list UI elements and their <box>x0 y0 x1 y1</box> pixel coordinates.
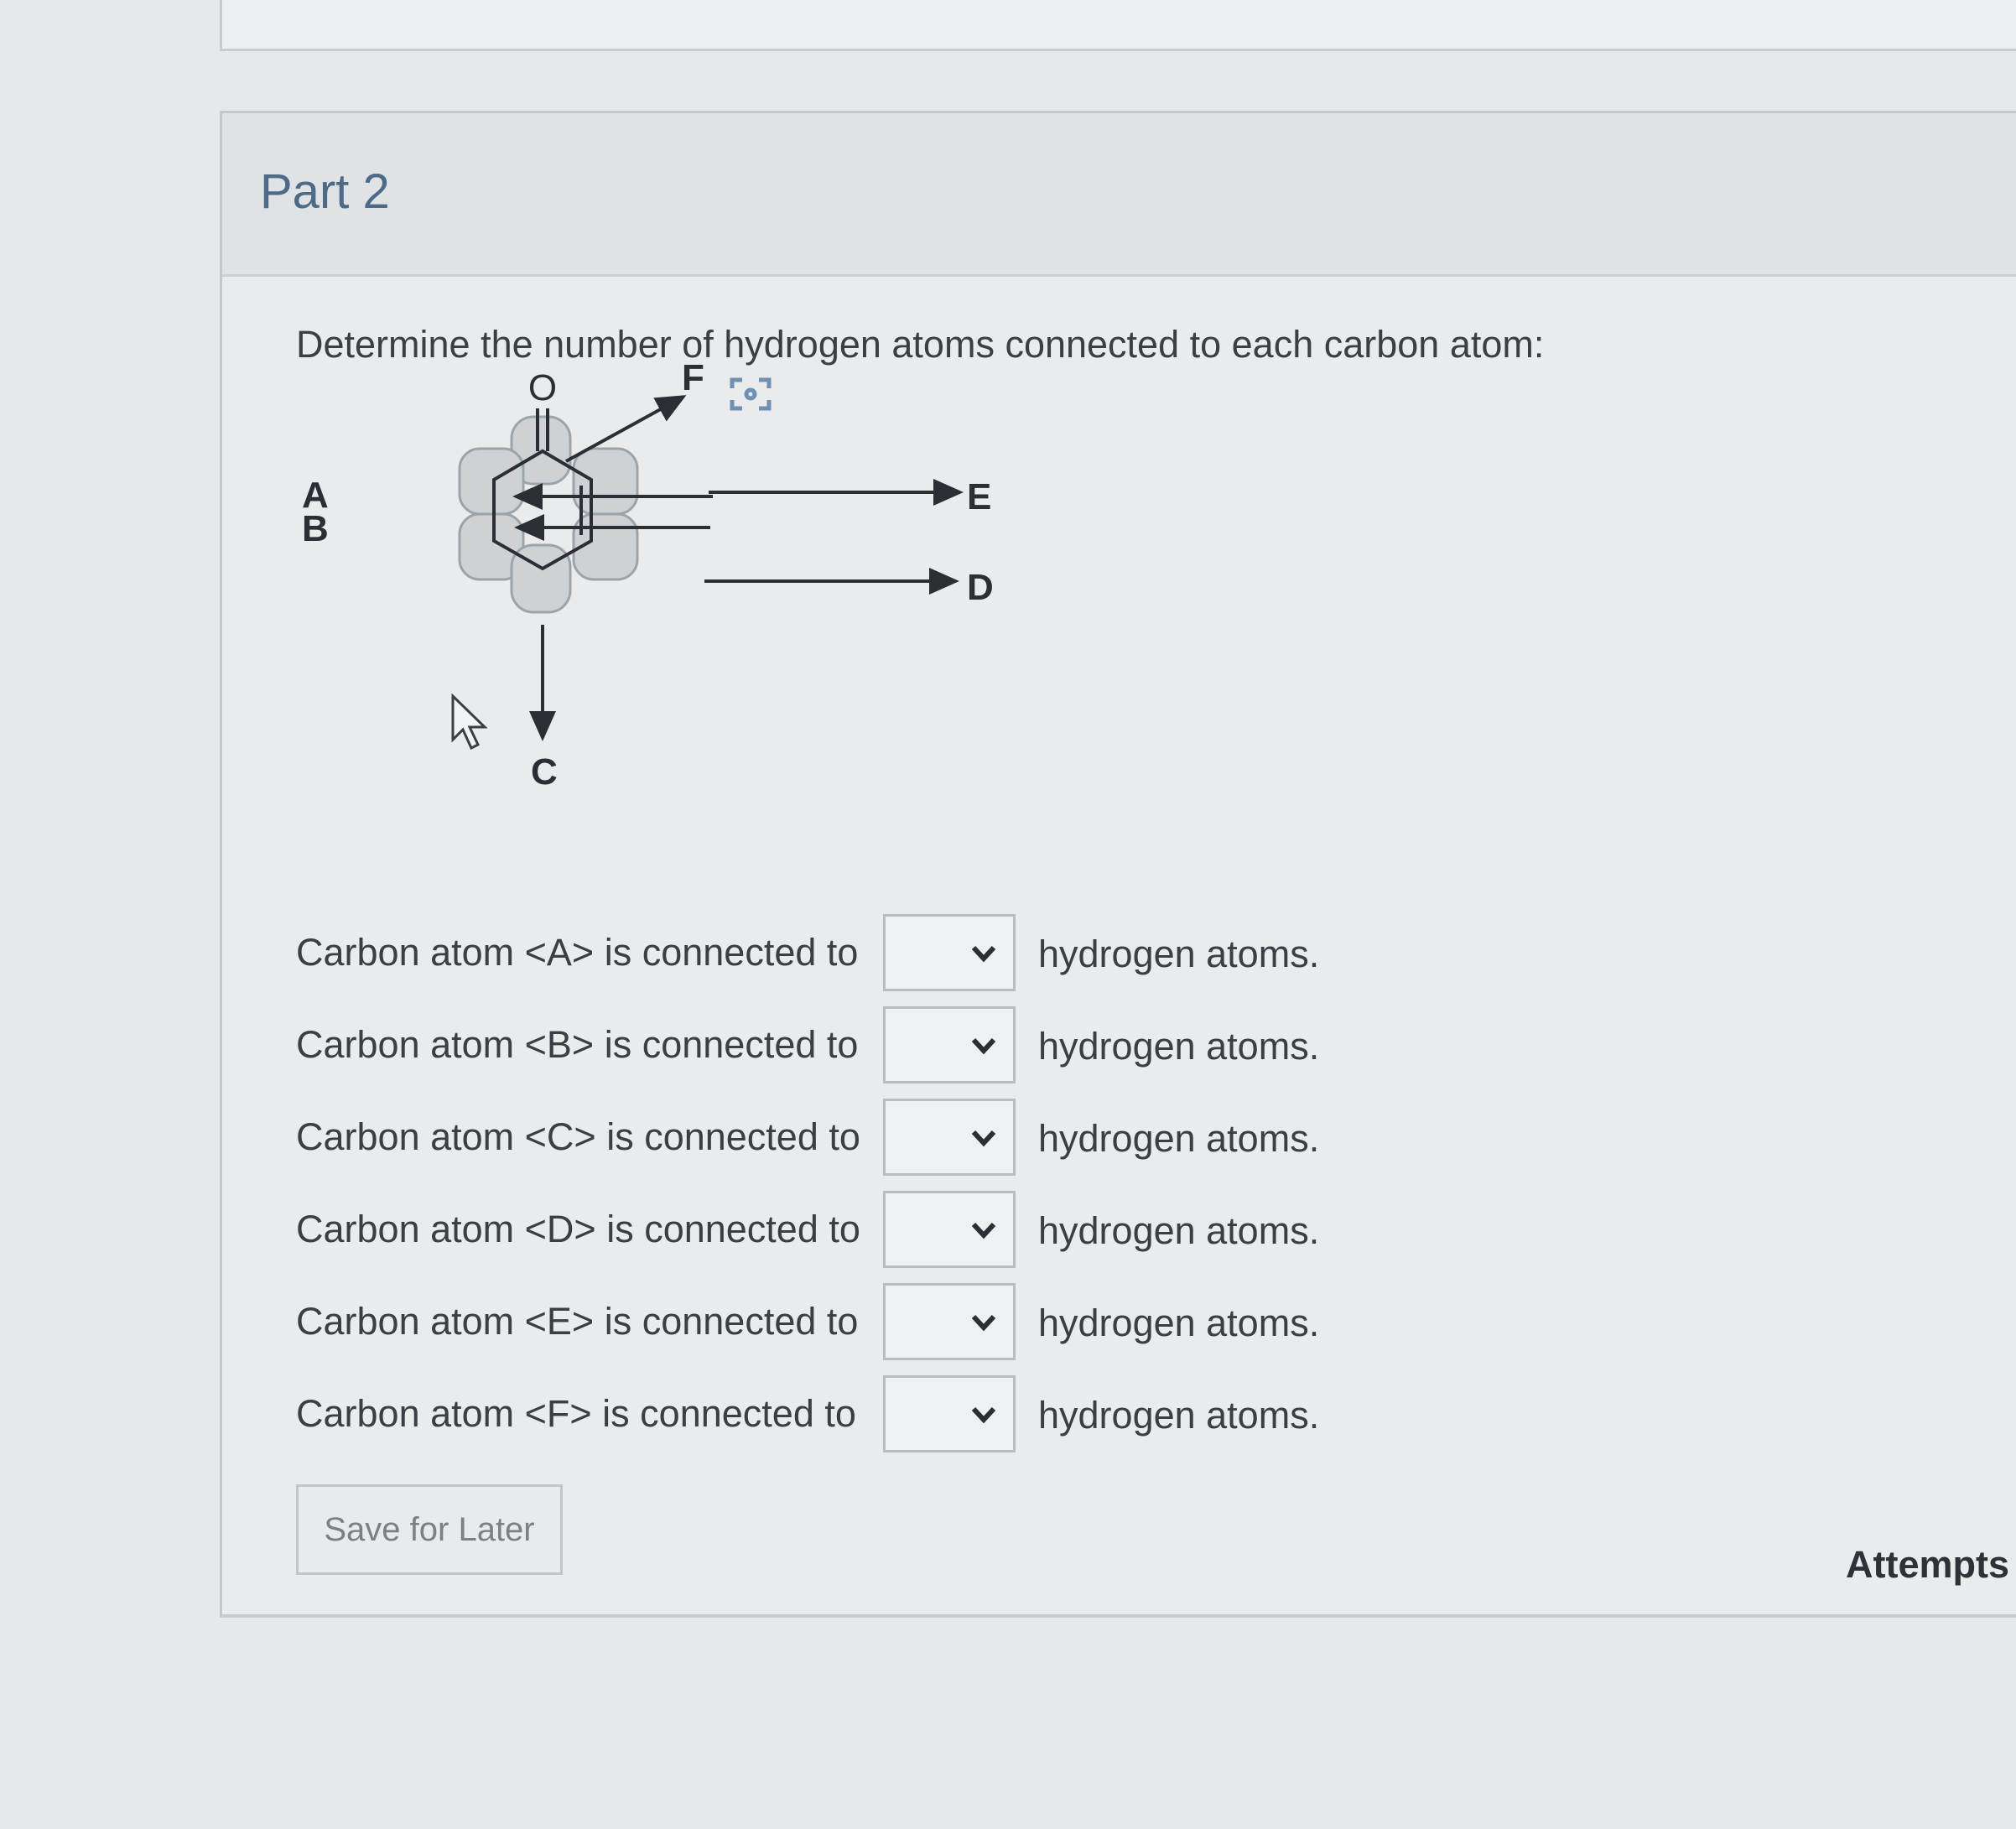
row-label-a: Carbon atom <A> is connected to <box>296 931 859 974</box>
part-title: Part 2 <box>260 164 390 219</box>
hydrogen-count-select-e[interactable] <box>883 1283 1016 1360</box>
label-c: C <box>531 751 558 792</box>
row-suffix-b: hydrogen atoms. <box>1038 1025 1320 1068</box>
answer-row-d <box>296 1191 1470 1271</box>
row-label-d: Carbon atom <D> is connected to <box>296 1208 860 1250</box>
row-label-f: Carbon atom <F> is connected to <box>296 1392 856 1435</box>
part-card <box>220 111 2016 1617</box>
label-f: F <box>682 365 704 398</box>
answer-row-c <box>296 1099 1470 1179</box>
chevron-down-icon <box>969 1218 998 1242</box>
label-e: E <box>967 476 992 517</box>
row-suffix-f: hydrogen atoms. <box>1038 1394 1320 1437</box>
answer-row-b <box>296 1006 1470 1087</box>
row-suffix-e: hydrogen atoms. <box>1038 1302 1320 1344</box>
hydrogen-count-select-f[interactable] <box>883 1375 1016 1452</box>
answer-row-f <box>296 1375 1470 1456</box>
answer-row-e <box>296 1283 1470 1364</box>
previous-part-card <box>220 0 2016 51</box>
orbital-e <box>574 449 637 514</box>
label-a: A <box>302 475 329 516</box>
focus-frame-icon[interactable] <box>732 380 769 408</box>
hydrogen-count-select-d[interactable] <box>883 1191 1016 1268</box>
part-header <box>222 113 2016 277</box>
hydrogen-count-select-c[interactable] <box>883 1099 1016 1176</box>
save-for-later-button[interactable]: Save for Later <box>296 1484 563 1575</box>
row-suffix-c: hydrogen atoms. <box>1038 1117 1320 1160</box>
oxygen-label: O <box>527 367 558 408</box>
orbital-a <box>460 449 523 514</box>
chevron-down-icon <box>969 1034 998 1057</box>
chevron-down-icon <box>969 1126 998 1150</box>
chevron-down-icon <box>969 942 998 965</box>
mouse-pointer-icon <box>453 696 485 748</box>
attempts-label: Attempts <box>1846 1543 2010 1586</box>
row-label-e: Carbon atom <E> is connected to <box>296 1300 859 1343</box>
row-suffix-a: hydrogen atoms. <box>1038 933 1320 975</box>
divider <box>220 1614 2016 1618</box>
label-d: D <box>967 567 994 608</box>
question-prompt: Determine the number of hydrogen atoms connected to each carbon atom: <box>296 323 1545 366</box>
chevron-down-icon <box>969 1403 998 1426</box>
row-suffix-d: hydrogen atoms. <box>1038 1209 1320 1252</box>
row-label-b: Carbon atom <B> is connected to <box>296 1023 859 1066</box>
answer-row-a <box>296 914 1470 995</box>
hydrogen-count-select-b[interactable] <box>883 1006 1016 1083</box>
hydrogen-count-select-a[interactable] <box>883 914 1016 991</box>
label-b: B <box>302 508 329 549</box>
chevron-down-icon <box>969 1311 998 1334</box>
row-label-c: Carbon atom <C> is connected to <box>296 1115 860 1158</box>
